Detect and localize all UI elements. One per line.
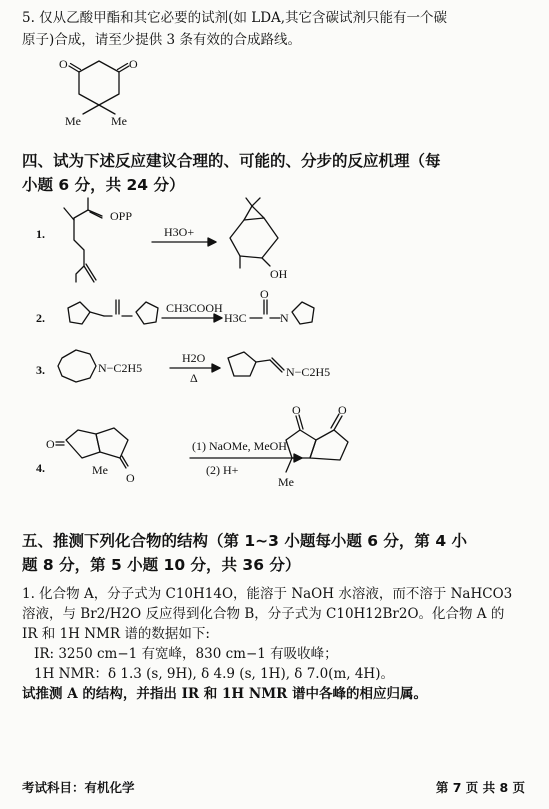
section-4-heading-line2: 小题 6 分，共 24 分） <box>22 176 185 194</box>
problem-1-question: 试推测 A 的结构，并指出 IR 和 1H NMR 谱中各峰的相应归属。 <box>22 686 428 702</box>
imidazole-n-label: N <box>280 311 289 325</box>
reaction-4-reagent-top: (1) NaOMe, MeOH <box>192 439 287 453</box>
section-4-heading-line1: 四、试为下述反应建议合理的、可能的、分步的反应机理（每 <box>22 152 441 170</box>
carbonyl-o-1: O <box>59 57 68 71</box>
azepine-n-ethyl-label: N−C2H5 <box>98 361 143 375</box>
hydroxyl-label: OH <box>270 267 288 281</box>
reaction-4 <box>30 400 410 510</box>
reaction-1-reagent: H3O+ <box>164 225 195 239</box>
problem-1-ir-data: IR: 3250 cm−1 有宽峰，830 cm−1 有吸收峰； <box>34 646 338 662</box>
methyl-label-1: Me <box>65 114 81 128</box>
sm-ketone-o: O <box>126 471 135 485</box>
sm-carbonyl-o: O <box>46 437 55 451</box>
reaction-3-reagent-top: H2O <box>182 351 206 365</box>
problem-1-line2: 溶液，与 Br2/H2O 反应得到化合物 B，分子式为 C10H12Br2O。化合物 A 的 <box>22 606 505 622</box>
q5-text-line2: 原子)合成，请至少提供 3 条有效的合成路线。 <box>22 32 301 48</box>
reaction-4-reagent-bottom: (2) H+ <box>206 463 239 477</box>
dimedone-structure <box>55 52 145 130</box>
section-5-heading-line2: 题 8 分，第 5 小题 10 分，共 36 分） <box>22 556 301 574</box>
carbonyl-o-2: O <box>129 57 138 71</box>
reaction-3 <box>30 344 360 394</box>
opp-label: OPP <box>110 209 133 223</box>
imine-n-ethyl-label: N−C2H5 <box>286 365 331 379</box>
acetyl-methyl-label: H3C <box>224 311 247 325</box>
methyl-label-2: Me <box>111 114 127 128</box>
reaction-1 <box>30 198 350 288</box>
footer-subject: 考试科目：有机化学 <box>22 780 135 795</box>
acetyl-oxygen-label: O <box>260 287 269 301</box>
problem-1-line1: 1. 化合物 A，分子式为 C10H14O，能溶于 NaOH 水溶液，而不溶于 NaHCO3 <box>22 586 513 602</box>
reaction-4-number: 4. <box>36 461 45 475</box>
reaction-2 <box>30 287 350 346</box>
pr-methyl-label: Me <box>278 475 294 489</box>
reaction-2-reagent: CH3COOH <box>166 301 223 315</box>
sm-methyl-label: Me <box>92 463 108 477</box>
q5-text-line1: 5. 仅从乙酸甲酯和其它必要的试剂(如 LDA,其它含碳试剂只能有一个碳 <box>22 10 448 26</box>
footer-page-number: 第 7 页 共 8 页 <box>435 780 525 795</box>
section-5-heading-line1: 五、推测下列化合物的结构（第 1~3 小题每小题 6 分，第 4 小 <box>22 532 468 550</box>
problem-1-nmr-data: 1H NMR：δ 1.3 (s, 9H), δ 4.9 (s, 1H), δ 7.0(m, 4H)。 <box>34 666 394 682</box>
pr-carbonyl-o-1: O <box>292 403 301 417</box>
problem-1-line3: IR 和 1H NMR 谱的数据如下: <box>22 626 210 642</box>
reaction-1-number: 1. <box>36 227 45 241</box>
reaction-3-reagent-bottom: Δ <box>190 371 198 385</box>
pr-carbonyl-o-2: O <box>338 403 347 417</box>
reaction-3-number: 3. <box>36 363 45 377</box>
reaction-2-number: 2. <box>36 311 45 325</box>
